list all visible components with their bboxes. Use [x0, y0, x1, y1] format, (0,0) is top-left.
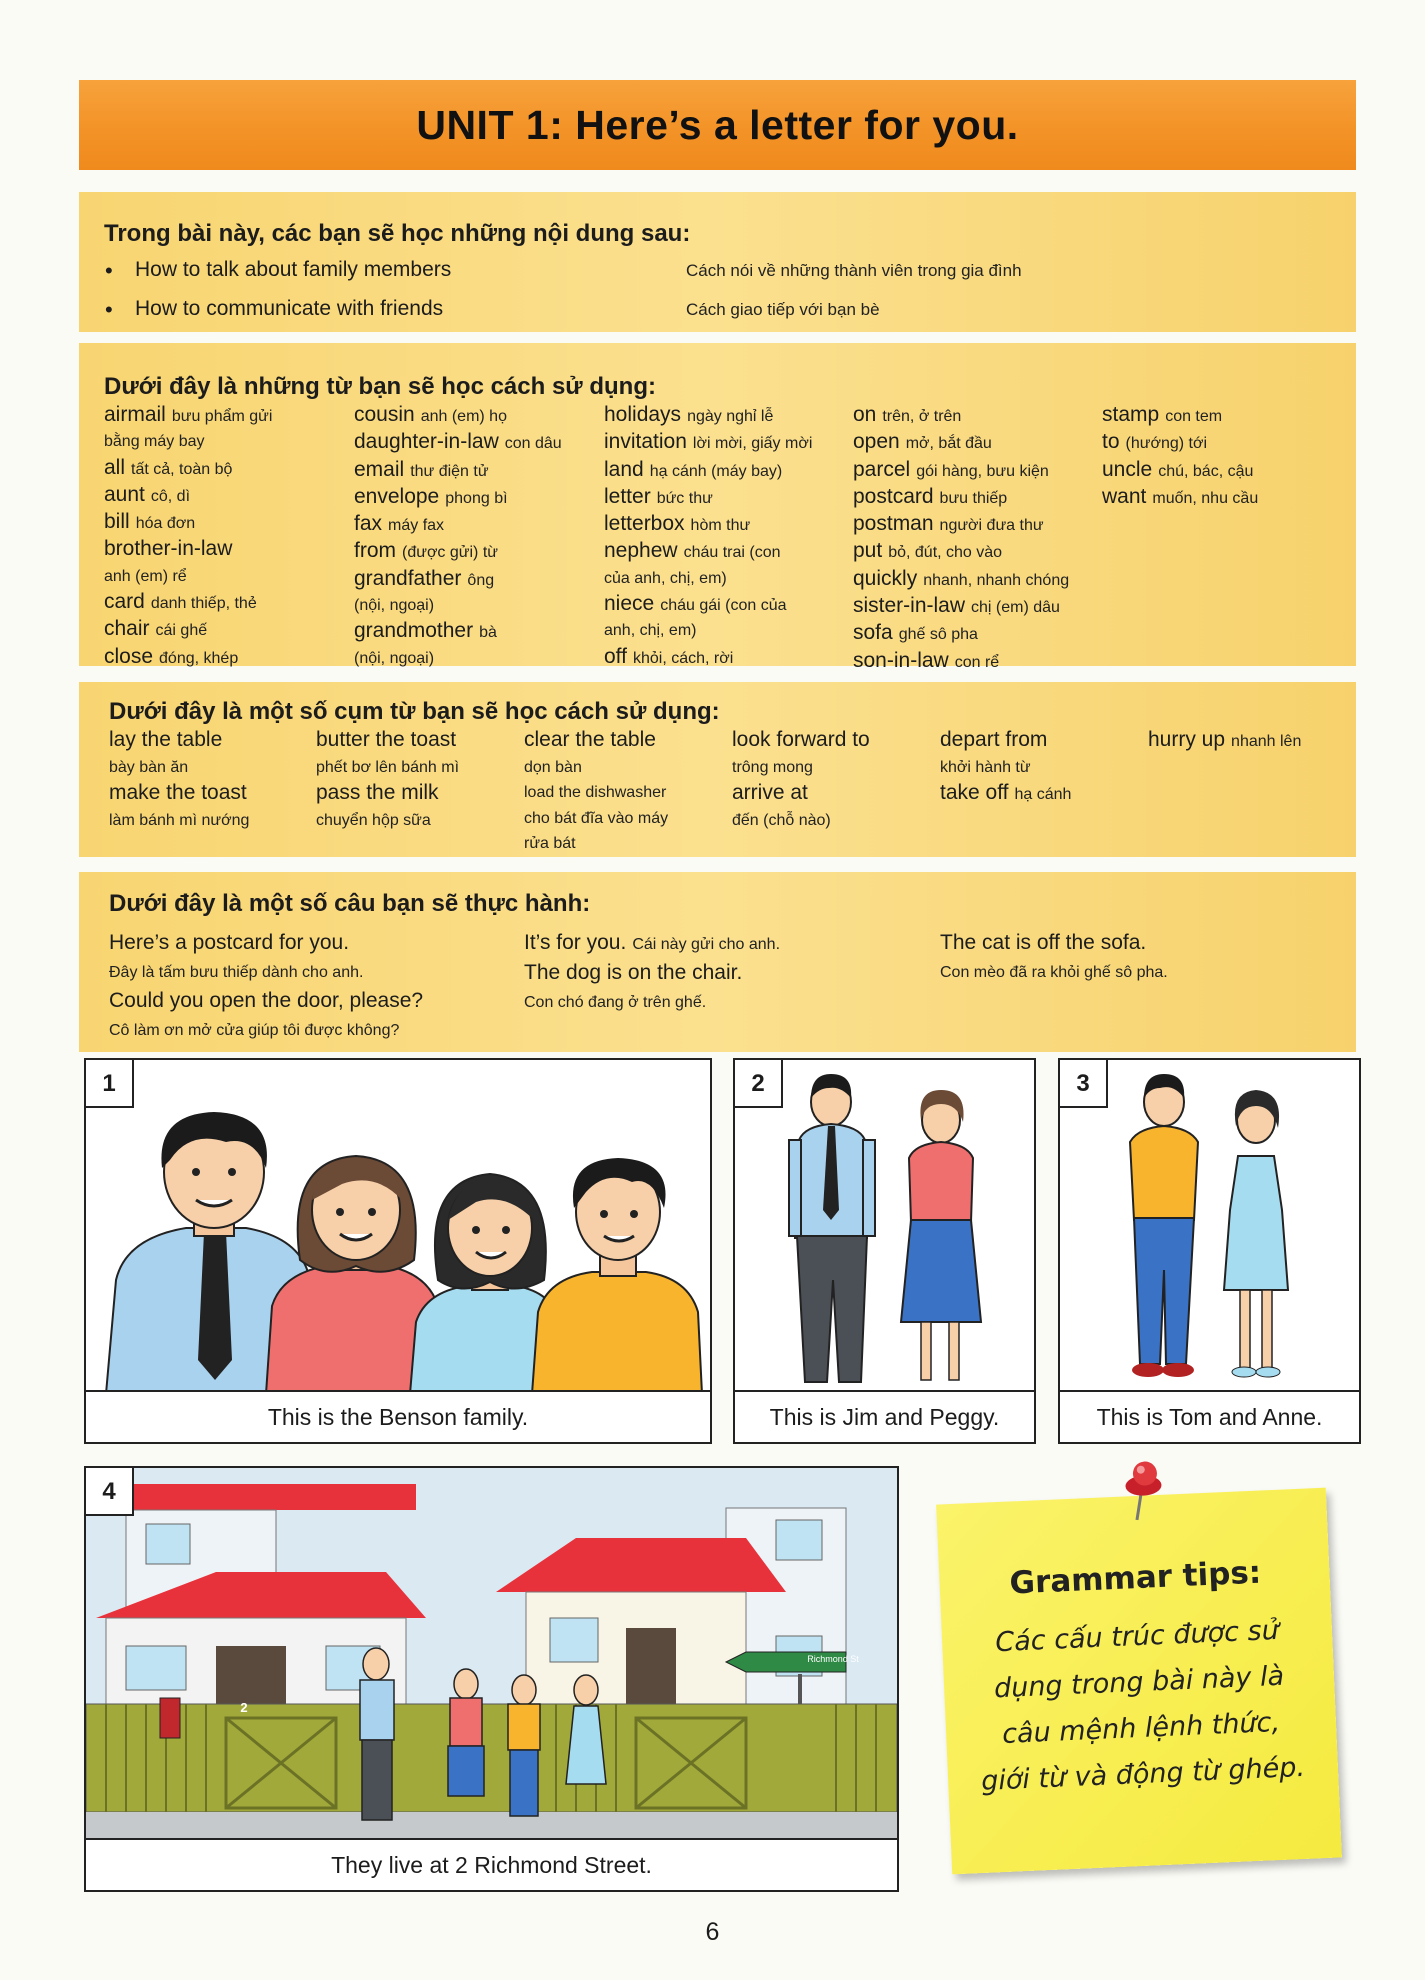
word-entry [104, 455, 272, 482]
word-column [109, 727, 249, 833]
word-entry [940, 727, 1071, 755]
english-term: niece [604, 592, 655, 616]
word-entry [853, 566, 1069, 593]
word-entry [104, 402, 272, 429]
english-term: son-in-law [853, 648, 949, 672]
panel-number: 4 [86, 1468, 134, 1516]
objectives-heading: Trong bài này, các bạn sẽ học những nội dung sau: [104, 220, 691, 247]
word-entry [604, 429, 812, 456]
word-entry [316, 727, 459, 755]
word-entry [732, 808, 870, 834]
panel-caption: This is Jim and Peggy. [735, 1390, 1034, 1442]
word-entry [104, 429, 272, 454]
word-column [732, 727, 870, 833]
vietnamese-meaning: đến (chỗ nào) [732, 811, 831, 829]
vietnamese-meaning: anh (em) rể [104, 567, 187, 585]
english-term: close [104, 644, 154, 668]
english-term: It’s for you. [524, 931, 627, 954]
english-term: off [604, 644, 627, 668]
word-entry [354, 429, 562, 456]
panel-caption: This is Tom and Anne. [1060, 1390, 1359, 1442]
word-entry [604, 511, 812, 538]
vietnamese-meaning: bày bàn ăn [109, 758, 189, 776]
word-entry [853, 429, 1069, 456]
word-entry [604, 566, 812, 591]
word-entry [104, 536, 272, 563]
street-sign: Richmond St [807, 1654, 859, 1664]
word-entry [354, 538, 562, 565]
english-term: pass the milk [316, 781, 439, 804]
word-entry [109, 929, 423, 959]
english-term: all [104, 455, 126, 479]
english-term: bill [104, 510, 130, 534]
vietnamese-meaning: anh (em) họ [420, 408, 507, 425]
word-entry [109, 808, 249, 834]
english-term: daughter-in-law [354, 430, 499, 454]
vietnamese-meaning: bằng máy bay [104, 433, 205, 451]
word-entry [109, 780, 249, 808]
vietnamese-meaning: cô, dì [150, 487, 191, 505]
word-column [109, 929, 423, 1045]
word-entry [604, 402, 812, 429]
word-entry [940, 929, 1168, 959]
english-term: hurry up [1148, 728, 1226, 751]
english-term: brother-in-law [104, 537, 233, 561]
english-term: cousin [354, 403, 415, 426]
word-entry [316, 755, 459, 781]
vietnamese-meaning: ghế sô pha [898, 626, 978, 644]
english-term: quickly [853, 566, 918, 590]
word-column [940, 929, 1168, 987]
english-term: want [1102, 484, 1147, 508]
phrases-section [79, 682, 1356, 857]
english-term: from [354, 539, 396, 563]
vietnamese-meaning: Cô làm ơn mở cửa giúp tôi được không? [109, 1022, 400, 1039]
word-entry [109, 987, 423, 1017]
word-entry [853, 511, 1069, 538]
word-entry [604, 538, 812, 565]
pushpin-icon [1104, 1458, 1177, 1531]
vietnamese-meaning: máy fax [388, 517, 445, 535]
vietnamese-meaning: muốn, nhu cầu [1152, 489, 1259, 507]
word-entry [354, 593, 562, 618]
grammar-tips-text: Các cấu trúc được sử dụng trong bài này là câu mệnh lệnh thức, giới từ và động từ ghép. [980, 1614, 1306, 1797]
word-entry [853, 538, 1069, 565]
word-entry [354, 566, 562, 593]
vietnamese-meaning: (hướng) tới [1125, 435, 1208, 453]
sentences-heading: Dưới đây là một số câu bạn sẽ thực hành: [109, 890, 591, 917]
word-entry [104, 644, 272, 671]
english-term: postman [853, 512, 934, 536]
word-entry [604, 484, 812, 511]
english-term: land [604, 457, 644, 481]
word-entry [316, 808, 459, 834]
benson-family-illustration [86, 1060, 710, 1394]
vietnamese-meaning: bưu phẩm gửi [171, 408, 273, 425]
word-column [1148, 727, 1301, 755]
word-column [853, 402, 1069, 675]
word-entry [104, 482, 272, 509]
english-term: look forward to [732, 728, 870, 751]
english-term: open [853, 430, 900, 454]
word-column [524, 727, 668, 857]
word-entry [524, 831, 668, 857]
vietnamese-meaning: người đưa thư [939, 517, 1044, 535]
vietnamese-meaning: bưu thiếp [939, 489, 1008, 507]
english-term: holidays [604, 403, 682, 426]
english-term: card [104, 590, 145, 614]
panel-caption: This is the Benson family. [86, 1390, 710, 1442]
english-term: The cat is off the sofa. [940, 931, 1147, 954]
english-term: sister-in-law [853, 594, 966, 618]
word-entry [732, 755, 870, 781]
word-entry [354, 511, 562, 538]
vietnamese-meaning: anh, chị, em) [604, 622, 697, 640]
english-term: airmail [104, 403, 166, 426]
vietnamese-meaning: Cái này gửi cho anh. [632, 936, 781, 953]
word-entry [104, 564, 272, 589]
vietnamese-meaning: Đây là tấm bưu thiếp dành cho anh. [109, 964, 364, 981]
english-term: arrive at [732, 781, 808, 804]
english-term: letterbox [604, 512, 685, 536]
english-term: email [354, 457, 405, 481]
english-term: letter [604, 484, 651, 508]
jim-peggy-illustration [735, 1060, 1034, 1394]
panel-number: 2 [735, 1060, 783, 1108]
vocabulary-heading: Dưới đây là những từ bạn sẽ học cách sử dụng: [104, 373, 656, 400]
vietnamese-meaning: lời mời, giấy mời [692, 435, 813, 453]
english-term: invitation [604, 430, 687, 454]
word-entry [354, 646, 562, 671]
vietnamese-meaning: hóa đơn [135, 515, 196, 533]
word-entry [524, 959, 780, 989]
vietnamese-meaning: cháu trai (con [683, 544, 781, 562]
vietnamese-meaning: thư điện tử [410, 462, 489, 480]
panel-benson-family [84, 1058, 712, 1444]
word-entry [1102, 457, 1258, 484]
word-entry [853, 593, 1069, 620]
word-entry [853, 620, 1069, 647]
english-term: grandmother [354, 619, 474, 643]
english-term: clear the table [524, 728, 656, 751]
sentences-section [79, 872, 1356, 1052]
english-term: The dog is on the chair. [524, 961, 743, 984]
english-term: to [1102, 430, 1120, 454]
page-number: 6 [705, 1918, 720, 1946]
grammar-tips-note [936, 1488, 1342, 1875]
vietnamese-meaning: chị (em) dâu [971, 599, 1060, 617]
english-term: uncle [1102, 457, 1153, 481]
objective-item: • How to communicate with friends [135, 297, 443, 321]
objective-translation: Cách giao tiếp với bạn bè [686, 300, 880, 319]
english-term: nephew [604, 539, 678, 563]
english-term: depart from [940, 728, 1048, 751]
vietnamese-meaning: hạ cánh (máy bay) [649, 462, 783, 480]
word-entry [354, 484, 562, 511]
word-entry [732, 780, 870, 808]
word-entry [732, 727, 870, 755]
word-column [104, 402, 272, 671]
word-entry [853, 402, 1069, 429]
vietnamese-meaning: chú, bác, cậu [1158, 462, 1254, 480]
phrases-heading: Dưới đây là một số cụm từ bạn sẽ học cách sử dụng: [109, 698, 720, 725]
english-term: grandfather [354, 566, 462, 590]
vietnamese-meaning: con tem [1165, 408, 1223, 425]
word-column [940, 727, 1071, 808]
word-entry [524, 727, 668, 755]
vietnamese-meaning: của anh, chị, em) [604, 569, 727, 587]
panel-number: 3 [1060, 1060, 1108, 1108]
panel-number: 1 [86, 1060, 134, 1108]
word-entry [604, 591, 812, 618]
english-term: fax [354, 512, 383, 536]
vietnamese-meaning: bức thư [656, 489, 713, 507]
word-entry [940, 780, 1071, 808]
word-entry [104, 509, 272, 536]
word-entry [1102, 402, 1258, 429]
word-entry [316, 780, 459, 808]
vietnamese-meaning: dọn bàn [524, 758, 582, 776]
objective-translation: Cách nói về những thành viên trong gia đình [686, 261, 1022, 280]
vietnamese-meaning: nhanh lên [1231, 733, 1302, 750]
unit-title-banner [79, 80, 1356, 170]
word-column [604, 402, 812, 671]
word-column [354, 402, 562, 671]
vietnamese-meaning: ông [467, 571, 495, 589]
vietnamese-meaning: (nội, ngoại) [354, 649, 435, 667]
vietnamese-meaning: bà [479, 624, 497, 642]
word-entry [354, 457, 562, 484]
english-term: parcel [853, 457, 911, 481]
word-entry [109, 1017, 423, 1045]
english-term: Could you open the door, please? [109, 989, 424, 1012]
panel-jim-peggy [733, 1058, 1036, 1444]
panel-caption: They live at 2 Richmond Street. [86, 1838, 897, 1890]
word-entry [524, 780, 668, 806]
vietnamese-meaning: gói hàng, bưu kiện [916, 462, 1049, 480]
vietnamese-meaning: (được gửi) từ [402, 544, 498, 562]
english-term: make the toast [109, 781, 247, 804]
word-entry [1102, 429, 1258, 456]
vietnamese-meaning: rửa bát [524, 835, 576, 852]
word-entry [109, 755, 249, 781]
english-term: take off [940, 781, 1009, 804]
house-number: 2 [240, 1700, 248, 1715]
word-entry [1148, 727, 1301, 755]
english-term: lay the table [109, 728, 223, 751]
objective-item: • How to talk about family members [135, 258, 451, 282]
vietnamese-meaning: bỏ, đút, cho vào [888, 544, 1003, 562]
word-entry [604, 457, 812, 484]
word-entry [1102, 484, 1258, 511]
vietnamese-meaning: Con chó đang ở trên ghế. [524, 994, 707, 1011]
vietnamese-meaning: danh thiếp, thẻ [150, 595, 257, 613]
vietnamese-meaning: hạ cánh [1014, 786, 1072, 803]
word-entry [940, 755, 1071, 781]
vietnamese-meaning: (nội, ngoại) [354, 597, 435, 615]
word-entry [109, 727, 249, 755]
word-entry [354, 402, 562, 429]
vietnamese-meaning: đóng, khép [159, 649, 239, 667]
word-entry [354, 618, 562, 645]
word-entry [524, 989, 780, 1017]
vietnamese-meaning: con rể [954, 653, 1000, 671]
vietnamese-meaning: cháu gái (con của [660, 597, 787, 615]
english-term: postcard [853, 484, 934, 508]
panel-richmond-street [84, 1466, 899, 1892]
vocabulary-section [79, 343, 1356, 672]
vietnamese-meaning: load the dishwasher [524, 784, 667, 801]
english-term: Here’s a postcard for you. [109, 931, 350, 954]
english-term: chair [104, 617, 150, 641]
english-term: on [853, 403, 877, 426]
tom-anne-illustration [1060, 1060, 1359, 1394]
street-illustration [86, 1468, 897, 1842]
word-entry [604, 644, 812, 671]
word-entry [524, 806, 668, 832]
word-entry [109, 959, 423, 987]
objectives-section [79, 192, 1356, 332]
vietnamese-meaning: khởi hành từ [940, 758, 1031, 776]
word-entry [104, 616, 272, 643]
vietnamese-meaning: trông mong [732, 758, 813, 776]
word-entry [524, 929, 780, 959]
vietnamese-meaning: trên, ở trên [882, 408, 962, 425]
vietnamese-meaning: ngày nghỉ lễ [687, 408, 774, 425]
english-term: sofa [853, 621, 893, 645]
word-column [316, 727, 459, 833]
vietnamese-meaning: cái ghế [155, 622, 208, 640]
word-entry [604, 618, 812, 643]
vietnamese-meaning: chuyển hộp sữa [316, 811, 431, 829]
vietnamese-meaning: khỏi, cách, rời [632, 649, 734, 667]
vietnamese-meaning: cho bát đĩa vào máy [524, 809, 669, 827]
vietnamese-meaning: hòm thư [690, 517, 751, 535]
vietnamese-meaning: Con mèo đã ra khỏi ghế sô pha. [940, 964, 1168, 981]
english-term: envelope [354, 484, 440, 508]
grammar-tips-title: Grammar tips: [1008, 1554, 1262, 1602]
word-entry [853, 484, 1069, 511]
vietnamese-meaning: tất cả, toàn bộ [131, 460, 233, 478]
vietnamese-meaning: làm bánh mì nướng [109, 811, 250, 829]
word-entry [940, 959, 1168, 987]
word-entry [104, 589, 272, 616]
vietnamese-meaning: phết bơ lên bánh mì [316, 758, 460, 776]
word-entry [524, 755, 668, 781]
word-entry [853, 457, 1069, 484]
english-term: put [853, 539, 883, 563]
unit-title: UNIT 1: Here’s a letter for you. [416, 102, 1019, 148]
vietnamese-meaning: con dâu [504, 435, 562, 453]
english-term: butter the toast [316, 728, 457, 751]
vietnamese-meaning: nhanh, nhanh chóng [923, 571, 1070, 589]
word-column [524, 929, 780, 1017]
english-term: stamp [1102, 403, 1160, 426]
panel-tom-anne [1058, 1058, 1361, 1444]
word-entry [853, 648, 1069, 675]
english-term: aunt [104, 482, 145, 506]
vietnamese-meaning: mở, bắt đầu [905, 435, 992, 453]
word-column [1102, 402, 1258, 511]
vietnamese-meaning: phong bì [445, 489, 508, 507]
